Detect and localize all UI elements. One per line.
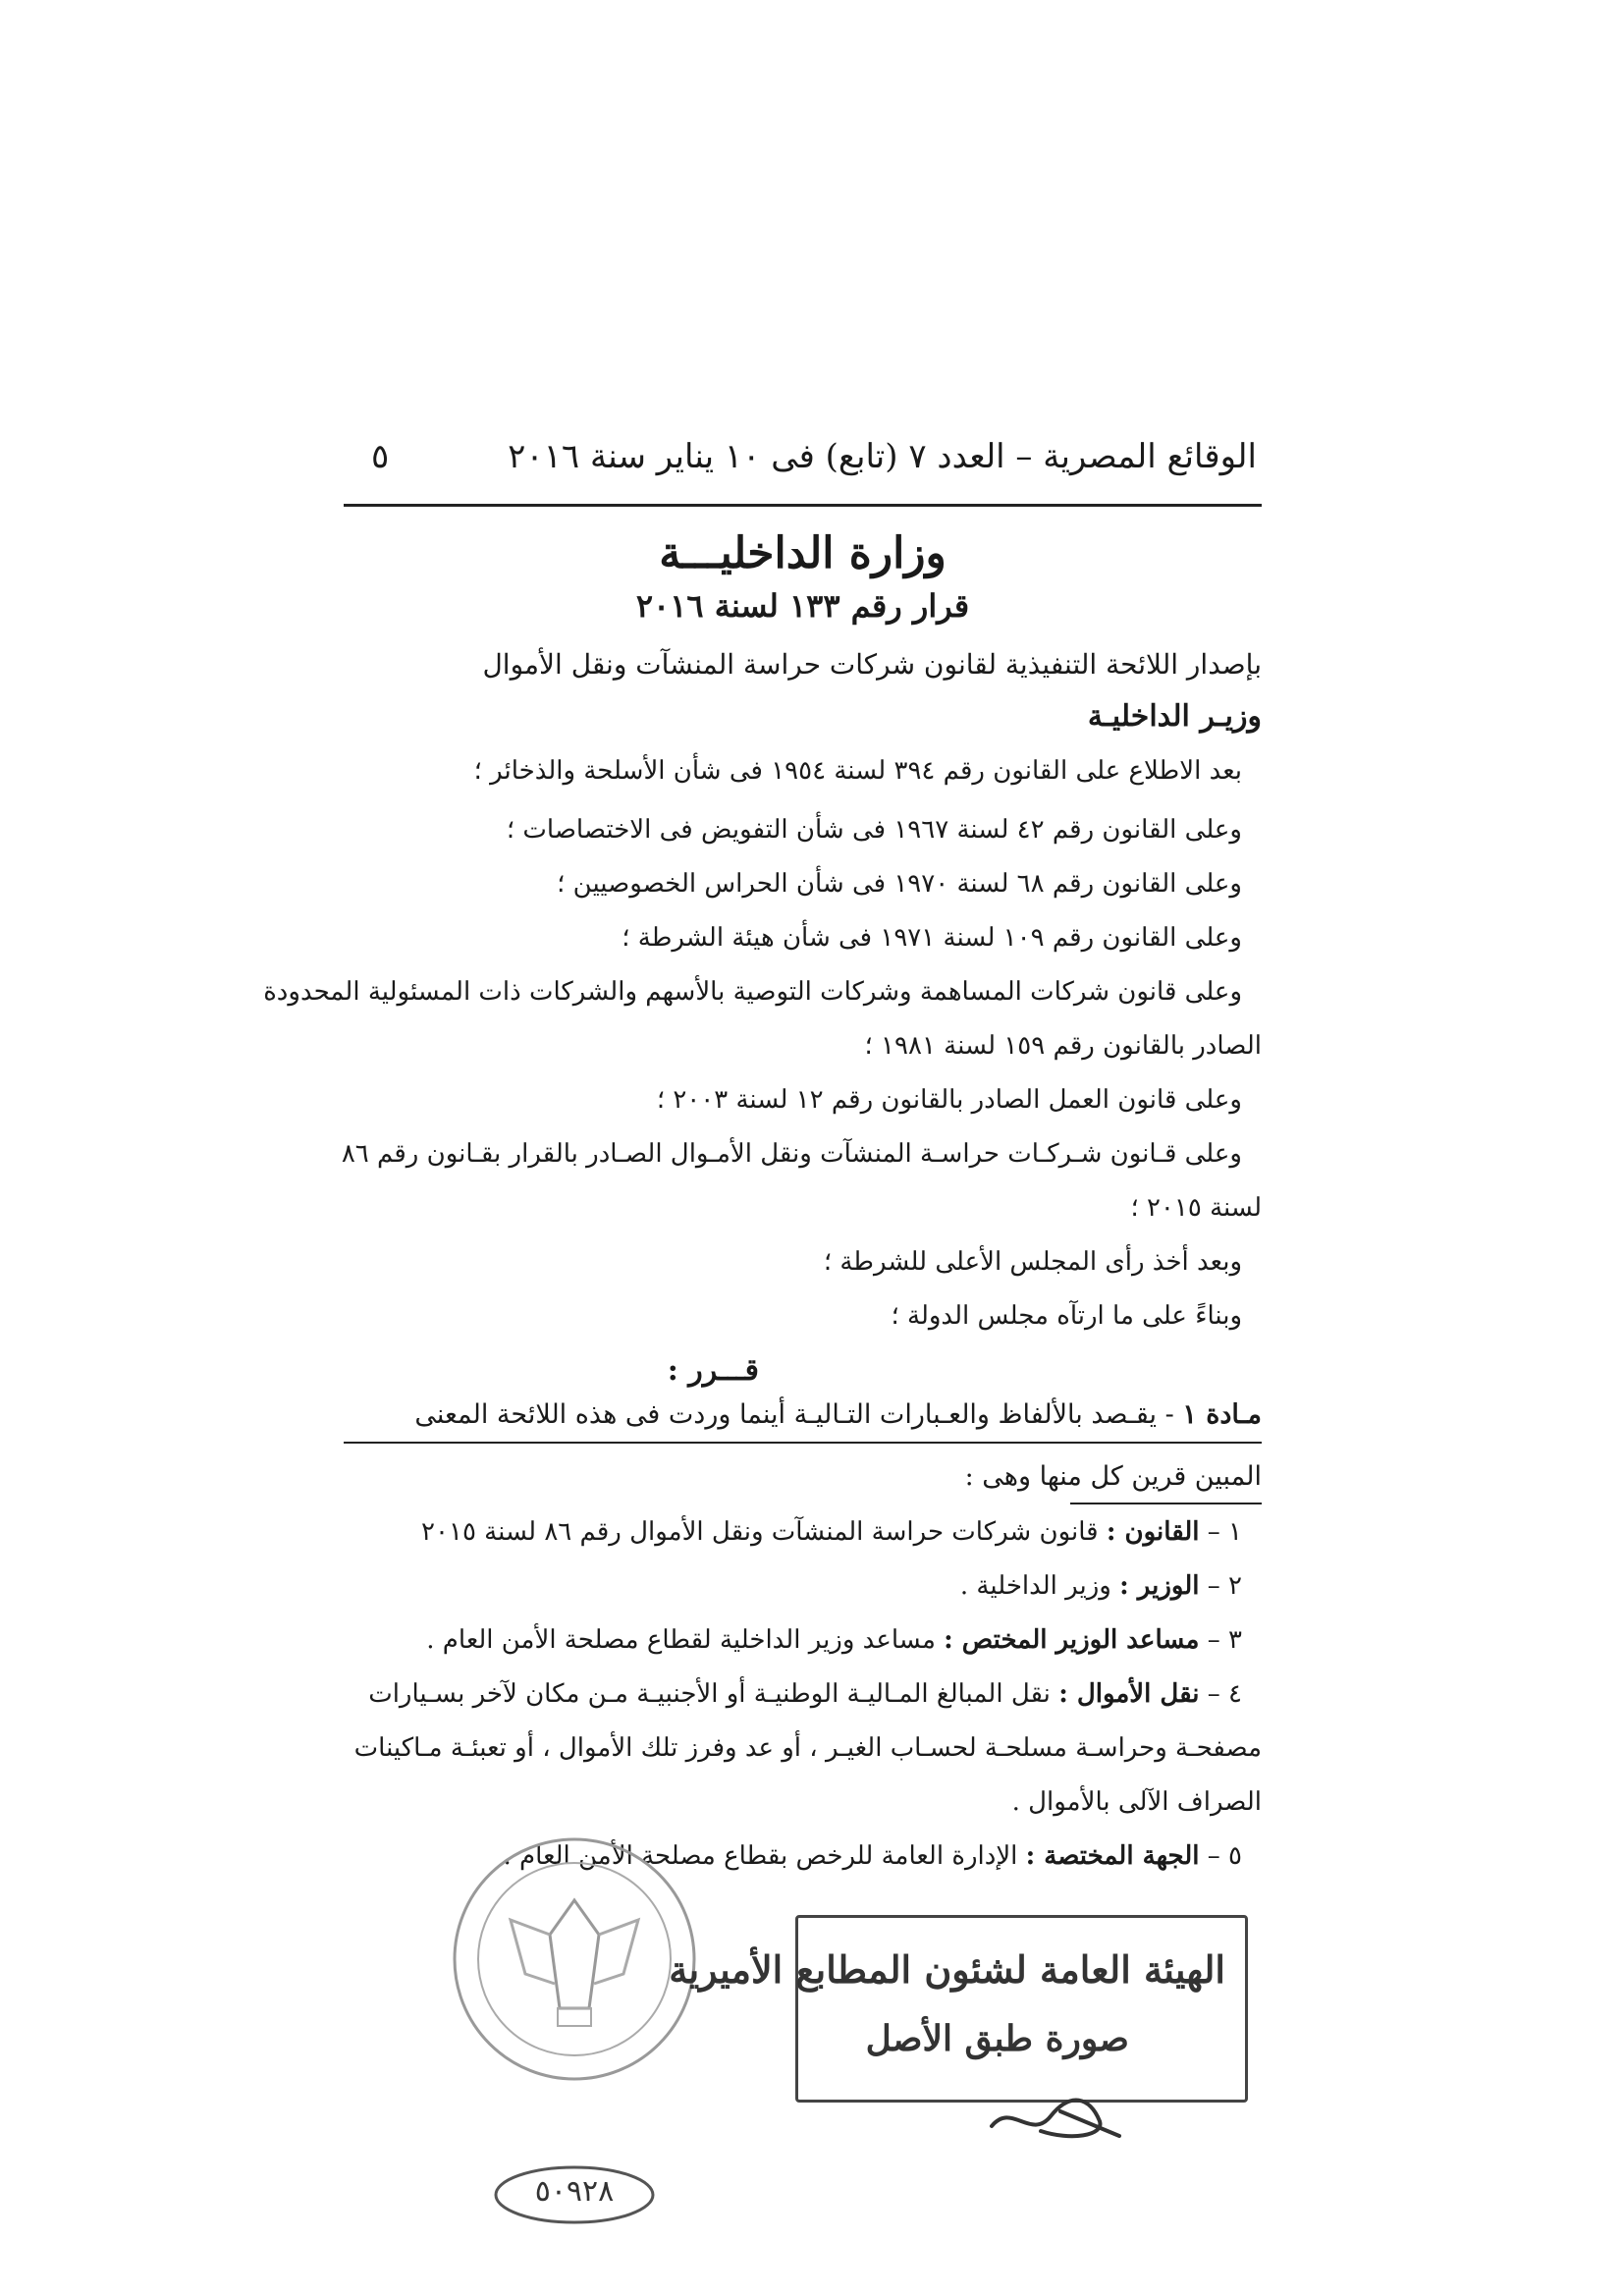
definition-number: ٥ –	[1207, 1841, 1242, 1871]
preamble-line: وعلى القانون رقم ١٠٩ لسنة ١٩٧١ فى شأن هيئة الشرطة ؛	[622, 923, 1242, 953]
definition-number: ١ –	[1207, 1517, 1242, 1547]
preamble-line: وبناءً على ما ارتآه مجلس الدولة ؛	[891, 1301, 1242, 1331]
preamble-line: وعلى القانون رقم ٦٨ لسنة ١٩٧٠ فى شأن الحراس الخصوصيين ؛	[557, 869, 1242, 899]
article-1-line-1	[358, 1399, 1262, 1430]
definition-text: الإدارة العامة للرخص بقطاع مصلحة الأمن العام .	[503, 1841, 1018, 1871]
preamble-line: لسنة ٢٠١٥ ؛	[1130, 1193, 1262, 1223]
preamble-line: وبعد أخذ رأى المجلس الأعلى للشرطة ؛	[823, 1247, 1242, 1277]
article-1-text: - يقـصد بالألفاظ والعـبارات التـاليـة أينما وردت فى هذه اللائحة المعنى	[414, 1399, 1183, 1430]
decree-title: قرار رقم ١٣٣ لسنة ٢٠١٦	[635, 587, 970, 625]
definition-term: نقل الأموال :	[1058, 1679, 1200, 1709]
definition-continuation: مصفحـة وحراسـة مسلحـة لحسـاب الغيـر ، أو عد وفرز تلك الأموال ، أو تعبئـة مـاكينات	[353, 1733, 1262, 1763]
preamble-line: وعلى قانون شركات المساهمة وشركات التوصية بالأسهم والشركات ذات المسئولية المحدودة	[263, 977, 1242, 1007]
ministry-title: وزارة الداخليـــة	[659, 528, 947, 578]
official-seal-emblem	[442, 1827, 707, 2092]
definition-term: الوزير :	[1119, 1571, 1200, 1601]
definition-item	[960, 1571, 1242, 1601]
stamp-certification: صورة طبق الأصل	[865, 2018, 1129, 2059]
definition-term: مساعد الوزير المختص :	[944, 1625, 1200, 1655]
serial-number-stamp	[491, 2160, 658, 2229]
preamble-line: وعلى قـانون شـركـات حراسـة المنشآت ونقل الأمـوال الصـادر بالقرار بقـانون رقم ٨٦	[341, 1139, 1242, 1169]
definition-number: ٢ –	[1207, 1571, 1242, 1601]
definition-term: القانون :	[1106, 1517, 1200, 1547]
preamble-line: بعد الاطلاع على القانون رقم ٣٩٤ لسنة ١٩٥٤ فى شأن الأسلحة والذخائر ؛	[473, 756, 1242, 786]
definition-continuation: الصراف الآلى بالأموال .	[1011, 1787, 1262, 1817]
definition-item	[426, 1625, 1242, 1655]
definition-item	[368, 1679, 1242, 1709]
definition-text: قانون شركات حراسة المنشآت ونقل الأموال رقم ٨٦ لسنة ٢٠١٥	[421, 1517, 1099, 1547]
definition-number: ٣ –	[1207, 1625, 1242, 1655]
preamble-line: وعلى قانون العمل الصادر بالقانون رقم ١٢ لسنة ٢٠٠٣ ؛	[656, 1085, 1242, 1115]
page-number: ٥	[371, 437, 390, 476]
article-underline-short	[1070, 1503, 1262, 1504]
header-divider	[344, 504, 1262, 507]
page-header	[344, 437, 1257, 496]
definition-number: ٤ –	[1207, 1679, 1242, 1709]
definition-text: وزير الداخلية .	[959, 1571, 1111, 1601]
decree-subject: بإصدار اللائحة التنفيذية لقانون شركات حراسة المنشآت ونقل الأموال	[482, 648, 1262, 681]
gazette-header-title: الوقائع المصرية – العدد ٧ (تابع) فى ١٠ يناير سنة ٢٠١٦	[508, 437, 1257, 476]
handwritten-signature	[982, 2082, 1129, 2151]
article-1-line-2: المبين قرين كل منها وهى :	[964, 1461, 1262, 1492]
article-underline	[344, 1442, 1262, 1444]
article-1-label: مـادة ١	[1182, 1399, 1262, 1430]
minister-heading: وزيـر الداخليـة	[1087, 699, 1262, 734]
serial-number: ٥٠٩٢٨	[534, 2174, 615, 2209]
definition-text: مساعد وزير الداخلية لقطاع مصلحة الأمن العام .	[426, 1625, 936, 1655]
definition-item	[421, 1517, 1242, 1547]
preamble-line: وعلى القانون رقم ٤٢ لسنة ١٩٦٧ فى شأن التفويض فى الاختصاصات ؛	[506, 815, 1242, 845]
decided-heading: قـــرر :	[667, 1353, 759, 1388]
preamble-line: الصادر بالقانون رقم ١٥٩ لسنة ١٩٨١ ؛	[864, 1031, 1262, 1061]
stamp-authority: الهيئة العامة لشئون المطابع الأميرية	[669, 1947, 1225, 1992]
certified-copy-stamp	[669, 1915, 1248, 2103]
definition-text: نقل المبالغ المـاليـة الوطنيـة أو الأجنبيـة مـن مكان لآخر بسـيارات	[368, 1679, 1051, 1709]
definition-term: الجهة المختصة :	[1025, 1841, 1200, 1871]
